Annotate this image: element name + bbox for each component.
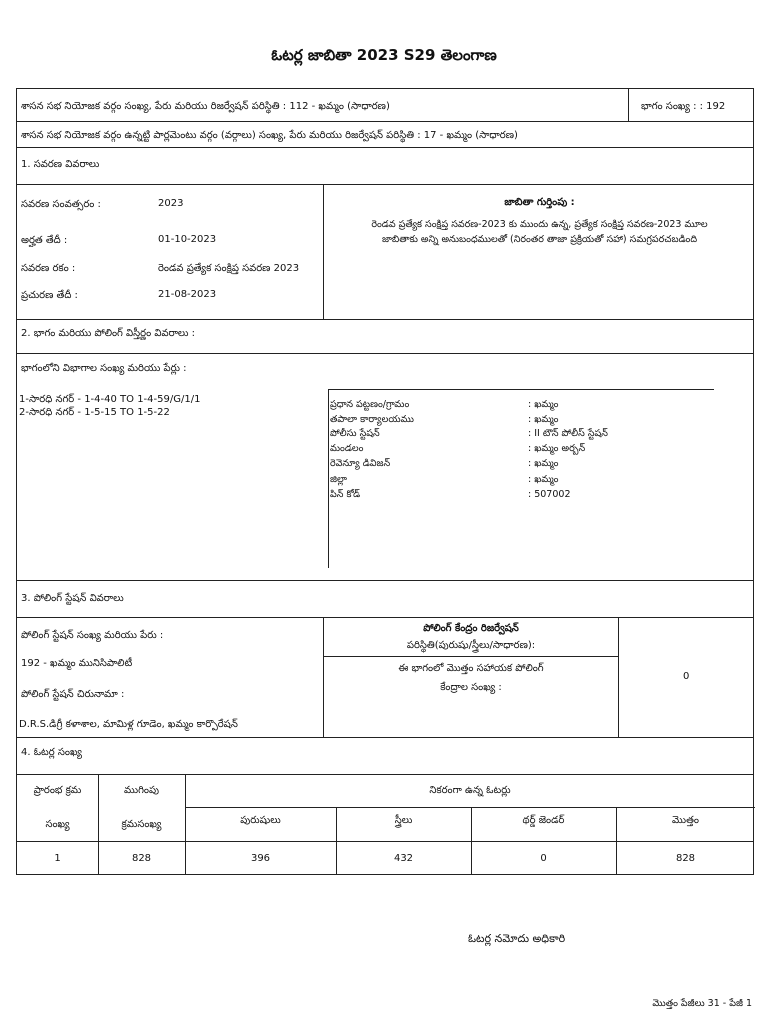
qualifying-date-value: 01-10-2023 bbox=[158, 234, 217, 245]
total-count: 828 bbox=[675, 853, 696, 864]
col-start-serial-line1: ప్రారంభ క్రమ bbox=[33, 785, 82, 796]
col-male: పురుషులు bbox=[240, 815, 281, 826]
auxiliary-stations-line1: ఈ భాగంలో మొత్తం సహాయక పోలింగ్ bbox=[398, 663, 544, 674]
section3-heading: 3. పోలింగ్ స్టేషన్ వివరాలు bbox=[21, 593, 124, 604]
qualifying-date-label: అర్హత తేదీ : bbox=[21, 235, 68, 246]
col-total: మొత్తం bbox=[672, 815, 699, 826]
list-identification-line1: రెండవ ప్రత్యేక సంక్షిప్త సవరణ-2023 కు ముందు ఉన్న, ప్రత్యేక సంక్షిప్త సవరణ-2023 మూల bbox=[371, 219, 708, 230]
revision-year-label: సవరణ సంవత్సరం : bbox=[21, 199, 101, 210]
section4-heading: 4. ఓటర్ల సంఖ్య bbox=[21, 747, 82, 758]
address-row: పోలీసు స్టేషన్ : II టౌన్ పోలీస్ స్టేషన్ bbox=[330, 428, 608, 439]
col-third-gender: థర్డ్ జెండర్ bbox=[522, 815, 565, 826]
section2-heading: 2. భాగం మరియు పోలింగ్ విస్తీర్ణం వివరాలు : bbox=[21, 328, 196, 339]
publication-date-value: 21-08-2023 bbox=[158, 289, 217, 300]
third-gender-count: 0 bbox=[540, 853, 547, 864]
list-identification-heading: జాబితా గుర్తింపు : bbox=[504, 197, 575, 208]
address-row: మండలం : ఖమ్మం అర్బన్ bbox=[330, 443, 586, 454]
auxiliary-stations-value: 0 bbox=[683, 671, 690, 682]
col-end-serial-line1: ముగింపు bbox=[124, 785, 159, 796]
polling-station-address-label: పోలింగ్ స్టేషన్ చిరునామా : bbox=[21, 689, 125, 700]
polling-station-address-value: D.R.S.డిగ్రీ కళాశాల, మామిళ్ల గూడెం, ఖమ్మం కార్పొరేషన్ bbox=[19, 719, 238, 730]
part-section-item: 2-సారధి నగర్ - 1-5-15 TO 1-5-22 bbox=[19, 407, 170, 418]
male-count: 396 bbox=[250, 853, 271, 864]
polling-area-address bbox=[328, 389, 714, 500]
sections-sub-heading: భాగంలోని విభాగాల సంఖ్య మరియు పేర్లు : bbox=[21, 363, 187, 374]
address-row: పిన్ కోడ్ : 507002 bbox=[330, 489, 571, 500]
publication-date-label: ప్రచురణ తేదీ : bbox=[21, 290, 78, 301]
polling-station-label: పోలింగ్ స్టేషన్ సంఖ్య మరియు పేరు : bbox=[21, 630, 164, 641]
list-identification-line2: జాబితాకు అన్ని అనుబంధములతో (నిరంతర తాజా ప్రక్రియతో సహా) సమగ్రపరచబడింది bbox=[381, 234, 698, 245]
female-count: 432 bbox=[393, 853, 414, 864]
address-row: ప్రధాన పట్టణం/గ్రామం : ఖమ్మం bbox=[330, 399, 559, 410]
address-row: రెవెన్యూ డివిజన్ : ఖమ్మం bbox=[330, 458, 559, 469]
revision-year-value: 2023 bbox=[158, 198, 184, 209]
col-start-serial-line2: సంఖ్య bbox=[45, 819, 70, 830]
parliament-constituency-line: శాసన సభ నియోజక వర్గం ఉన్నట్టి పార్లమెంటు వర్గం (వర్గాలు) సంఖ్య, పేరు మరియు రిజర్వేషన్ పరిస్థితి : 17 - ఖమ్మం (సాధారణ) bbox=[21, 130, 518, 141]
assembly-constituency-line: శాసన సభ నియోజక వర్గం సంఖ్య, పేరు మరియు రిజర్వేషన్ పరిస్థితి : 112 - ఖమ్మం (సాధారణ) bbox=[21, 101, 390, 112]
part-number: భాగం సంఖ్య : : 192 bbox=[641, 101, 726, 112]
reservation-status-line2: పరిస్థితి(పురుషు/స్త్రీలు/సాధారణ): bbox=[406, 640, 536, 651]
part-section-item: 1-సారధి నగర్ - 1-4-40 TO 1-4-59/G/1/1 bbox=[19, 394, 201, 405]
revision-type-value: రెండవ ప్రత్యేక సంక్షిప్త సవరణ 2023 bbox=[158, 263, 300, 274]
address-row: జిల్లా : ఖమ్మం bbox=[330, 474, 559, 485]
col-female: స్త్రీలు bbox=[394, 815, 413, 826]
start-serial-value: 1 bbox=[54, 853, 61, 864]
polling-station-value: 192 - ఖమ్మం మునిసిపాలిటీ bbox=[21, 658, 133, 669]
page-count: మొత్తం పేజీలు 31 - పేజీ 1 bbox=[652, 998, 752, 1009]
electoral-roll-frame bbox=[16, 88, 754, 875]
document-title: ఓటర్ల జాబితా 2023 S29 తెలంగాణ bbox=[271, 46, 497, 64]
col-end-serial-line2: క్రమసంఖ్య bbox=[121, 819, 162, 830]
registration-officer: ఓటర్ల నమోదు అధికారి bbox=[468, 932, 566, 945]
auxiliary-stations-line2: కేంద్రాల సంఖ్య : bbox=[440, 682, 502, 693]
reservation-status-line1: పోలింగ్ కేంద్రం రిజర్వేషన్ bbox=[423, 623, 519, 634]
address-row: తపాలా కార్యాలయము : ఖమ్మం bbox=[330, 414, 559, 425]
revision-type-label: సవరణ రకం : bbox=[21, 263, 76, 274]
end-serial-value: 828 bbox=[131, 853, 152, 864]
section1-heading: 1. సవరణ వివరాలు bbox=[21, 159, 100, 170]
net-electors-heading: నికరంగా ఉన్న ఓటర్లు bbox=[429, 785, 511, 796]
